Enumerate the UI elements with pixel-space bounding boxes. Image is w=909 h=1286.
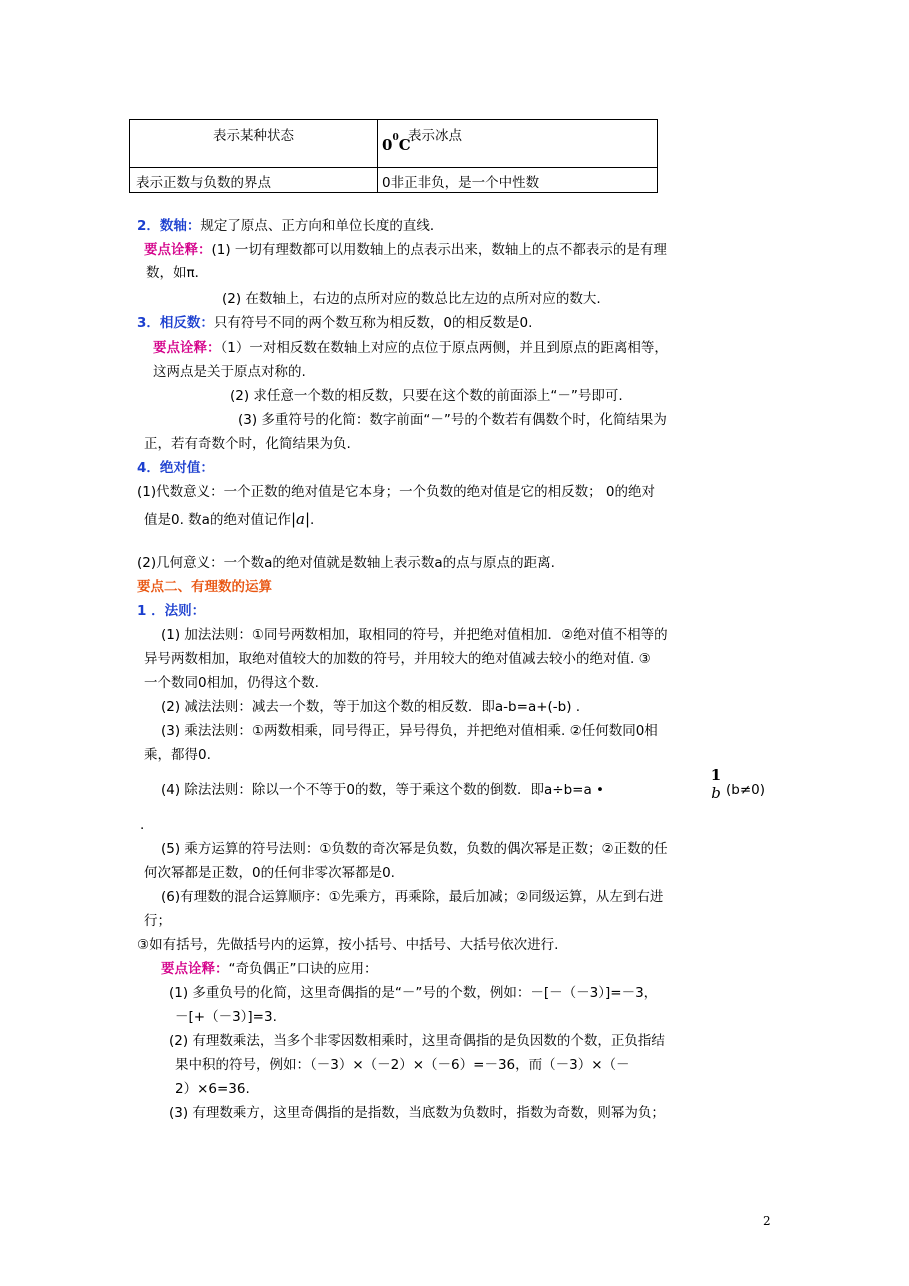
fraction-numerator: 1 <box>710 766 722 784</box>
paragraph-text: . <box>310 512 315 528</box>
note-text: 这两点是关于原点对称的. <box>153 364 306 380</box>
paragraph-line: . <box>140 817 145 833</box>
table-cell <box>130 168 378 193</box>
paragraph-line: (2) 有理数乘法，当多个非零因数相乘时，这里奇偶指的是负因数的个数，正负指结 <box>169 1033 665 1049</box>
number-axis-line <box>137 217 443 235</box>
opposite-number-line <box>137 314 532 332</box>
note-text: (2) 求任意一个数的相反数，只要在这个数的前面添上“－”号即可. <box>230 388 623 404</box>
paragraph-line: 何次幂都是正数，0的任何非零次幂都是0. <box>144 865 395 881</box>
property-table <box>129 119 658 193</box>
paragraph-line: (2) 减法法则：减去一个数，等于加这个数的相反数．即a-b=a+(-b) . <box>161 699 581 715</box>
paragraph-line: (3) 有理数乘方，这里奇偶指的是指数，当底数为负数时，指数为奇数，则幂为负； <box>169 1105 665 1121</box>
paragraph-line: (1) 加法法则：①同号两数相加，取相同的符号，并把绝对值相加．②绝对值不相等的 <box>161 627 668 643</box>
definition-text: 规定了原点、正方向和单位长度的直线． <box>200 218 444 234</box>
paragraph-line: (3) 乘法法则：①两数相乘，同号得正，异号得负，并把绝对值相乘. ②任何数同0相 <box>161 723 658 739</box>
section-heading: 4．绝对值： <box>137 460 214 476</box>
paragraph-line: (5) 乘方运算的符号法则：①负数的奇次幂是负数，负数的偶次幂是正数；②正数的任 <box>161 841 668 857</box>
reciprocal-fraction <box>708 766 724 802</box>
paragraph-line: (2)几何意义：一个数a的绝对值就是数轴上表示数a的点与原点的距离. <box>137 555 555 571</box>
paragraph-line: 异号两数相加，取绝对值较大的加数的符号，并用较大的绝对值减去较小的绝对值. ③ <box>144 651 651 667</box>
note-text: (2) 在数轴上，右边的点所对应的数总比左边的点所对应的数大. <box>222 291 601 307</box>
paragraph-line: 2）×6=36. <box>175 1081 250 1097</box>
note-line <box>144 241 667 259</box>
table-cell <box>378 120 658 168</box>
part-title: 要点二、有理数的运算 <box>137 579 272 595</box>
paragraph-line: (6)有理数的混合运算顺序：①先乘方，再乘除，最后加减；②同级运算，从左到右进 <box>161 889 664 905</box>
note-text: 正，若有奇数个时，化简结果为负. <box>144 436 351 452</box>
paragraph-line: －[+（－3）]=3. <box>175 1009 277 1025</box>
table-cell-text: 表示正数与负数的界点 <box>136 175 271 191</box>
paragraph-text: 值是0. 数a的绝对值记作 <box>144 512 291 528</box>
paragraph-line: 行； <box>144 913 171 929</box>
note-line <box>161 960 378 978</box>
paragraph-line <box>144 510 314 529</box>
table-cell-text: 表示冰点 <box>408 128 462 144</box>
section-heading: 1 ．法则： <box>137 603 206 619</box>
paragraph-line: (1) 多重负号的化简，这里奇偶指的是“－”号的个数，例如：－[－（－3）]=－3， <box>169 985 658 1001</box>
paragraph-line: ③如有括号，先做括号内的运算，按小括号、中括号、大括号依次进行. <box>137 937 559 953</box>
paragraph-line: 果中积的符号，例如：（－3）×（－2）×（－6）=－36，而（－3）×（－ <box>175 1057 630 1073</box>
note-text: 数，如π． <box>146 265 209 281</box>
absolute-value-expression: |a| <box>290 510 311 528</box>
fraction-denominator: b <box>711 784 721 802</box>
paragraph-line: (1)代数意义：一个正数的绝对值是它本身；一个负数的绝对值是它的相反数； 0的绝对 <box>137 484 656 500</box>
paragraph-line: 乘，都得0. <box>144 747 211 763</box>
note-label: 要点诠释： <box>144 242 212 258</box>
paragraph-line: (4) 除法法则：除以一个不等于0的数，等于乘这个数的倒数．即a÷b=a • <box>161 782 604 798</box>
definition-text: 只有符号不同的两个数互称为相反数，0的相反数是0. <box>213 315 533 331</box>
freezing-point-formula: $0^0C$ <box>382 133 411 154</box>
note-text: “奇负偶正”口诀的应用： <box>228 961 378 977</box>
note-text: （1）一对相反数在数轴上对应的点位于原点两侧，并且到原点的距离相等， <box>220 340 668 356</box>
table-cell-text: 表示某种状态 <box>213 128 294 144</box>
note-line <box>153 339 668 357</box>
note-text: (1) 一切有理数都可以用数轴上的点表示出来，数轴上的点不都表示的是有理 <box>211 242 667 258</box>
paragraph-line: 一个数同0相加，仍得这个数. <box>144 675 319 691</box>
division-condition: (b≠0) <box>726 782 766 798</box>
note-label: 要点诠释： <box>161 961 229 977</box>
note-text: (3) 多重符号的化简：数字前面“－”号的个数若有偶数个时，化简结果为 <box>238 412 667 428</box>
table-cell <box>130 120 378 168</box>
table-cell-text: 0非正非负，是一个中性数 <box>382 175 540 191</box>
section-heading: 3．相反数： <box>137 315 214 331</box>
section-heading: 2．数轴： <box>137 218 201 234</box>
page-number: 2 <box>763 1214 771 1228</box>
note-label: 要点诠释： <box>153 340 221 356</box>
table-cell <box>378 168 658 193</box>
